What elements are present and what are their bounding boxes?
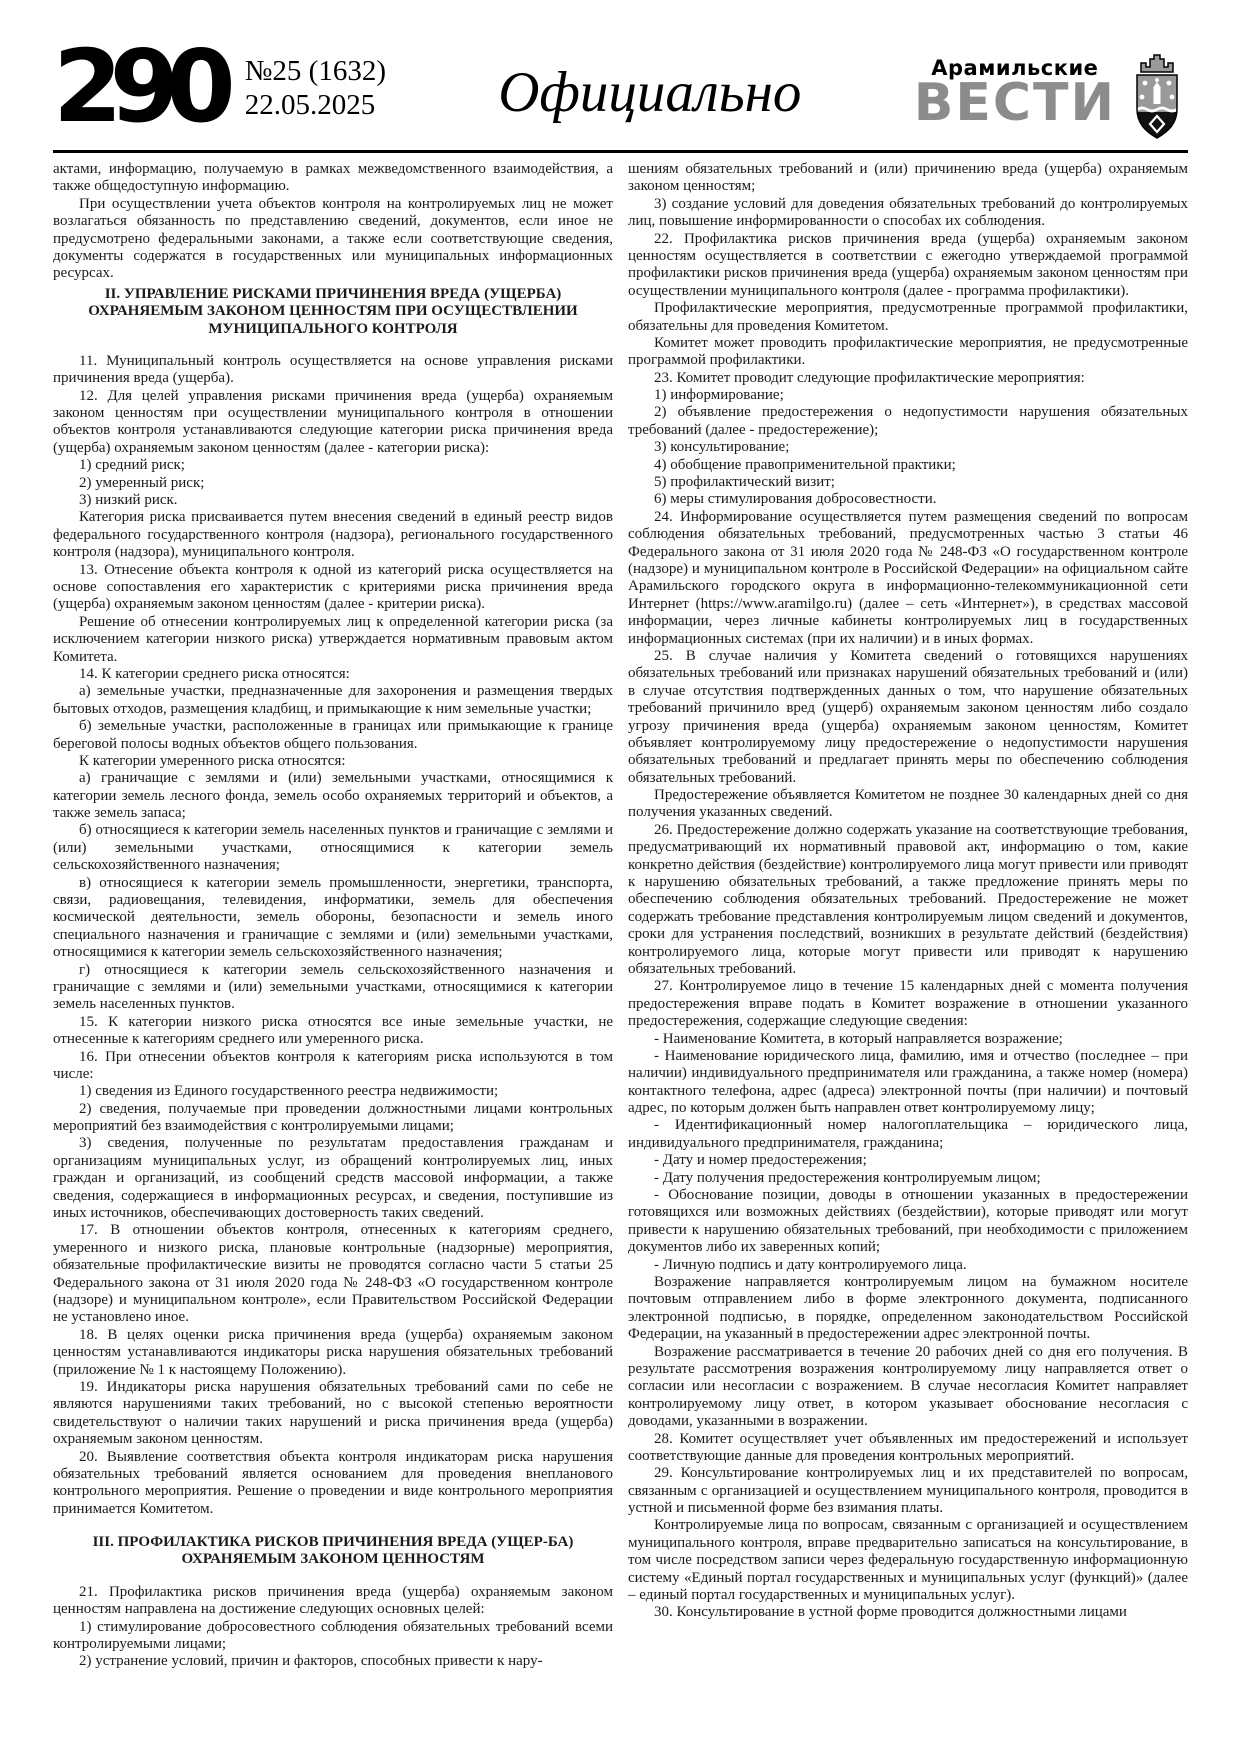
paragraph: 3) сведения, полученные по результатам предоставления гражданам и организациям муниципальных услуг, из обращений контролируемых лиц, иных граждан и организаций, из сообщений средств массовой информации, а также сведения, содержащиеся в информационных ресурсах, и сведения, поступившие из иных источников, обеспечивающих достоверность таких сведений. xyxy=(53,1135,613,1222)
paragraph: - Дату получения предостережения контролируемым лицом; xyxy=(654,1169,1041,1186)
paragraph: 11. Муниципальный контроль осуществляется на основе управления рисками причинения вреда (ущерба). xyxy=(53,352,613,387)
paragraph: 3) создание условий для доведения обязательных требований до контролируемых лиц, повышение информированности о способах их соблюдения. xyxy=(628,195,1188,230)
text-column-left xyxy=(53,161,613,1671)
paragraph: в) относящиеся к категории земель промышленности, энергетики, транспорта, связи, радиовещания, телевидения, информатики, земель для обеспечения космической деятельности, земель обороны, безопасности и земель иного специального назначения и граничащие с землями и (или) земельными участками, относящимися к категории земель сельскохозяйственного назначения; xyxy=(53,874,613,961)
header-divider xyxy=(53,150,1188,153)
paragraph: Возражение рассматривается в течение 20 рабочих дней со дня его получения. В результате рассмотрения возражения контролируемому лицу направляется ответ о согласии или несогласии с возражением. В случае несогласия Комитет направляет контролируемому лицу ответ, в котором указывает обоснование несогласия с доводами, указанными в возражении. xyxy=(628,1343,1188,1430)
paragraph: Решение об отнесении контролируемых лиц к определенной категории риска (за исключением категории низкого риска) утверждается нормативным правовым актом Комитета. xyxy=(53,613,613,665)
paragraph: - Обоснование позиции, доводы в отношении указанных в предостережении готовящихся или возможных действиях (бездействии), которые приводят или могут привести к нарушению обязательных требований, при необходимости с приложением документов либо их заверенных копий; xyxy=(628,1187,1188,1256)
issue-date: 22.05.2025 xyxy=(244,89,376,122)
paragraph: 2) объявление предостережения о недопустимости нарушения обязательных требований (далее - предостережение); xyxy=(628,404,1188,438)
paragraph: актами, информацию, получаемую в рамках межведомственного взаимодействия, а также общедоступную информацию. xyxy=(53,161,613,195)
paragraph: 4) обобщение правоприменительной практики; xyxy=(654,456,956,473)
paragraph: 14. К категории среднего риска относятся: xyxy=(79,665,350,682)
paragraph: г) относящиеся к категории земель сельскохозяйственного назначения и граничащие с землями и (или) земельными участками, относящимися к категории земель населенных пунктов. xyxy=(53,961,613,1013)
newspaper-name xyxy=(913,50,1116,133)
issue-info xyxy=(245,46,386,122)
issue-block xyxy=(53,28,386,145)
paragraph: 13. Отнесение объекта контроля к одной из категорий риска осуществляется на основе сопоставления его характеристик с критериями риска причинения вреда (ущерба) охраняемым законом ценностям (далее - критерии риска). xyxy=(53,561,613,613)
paragraph: 19. Индикаторы риска нарушения обязательных требований сами по себе не являются нарушениями таких требований, но с высокой степенью вероятности свидетельствуют о наличии таких нарушений и риска причинения вреда (ущерба) охраняемым законом ценностям. xyxy=(53,1378,613,1448)
paragraph: а) земельные участки, предназначенные для захоронения и размещения твердых бытовых отходов, размещения кладбищ, и примыкающие к ним земельные участки; xyxy=(53,683,613,717)
paragraph: Комитет может проводить профилактические мероприятия, не предусмотренные программой профилактики. xyxy=(628,334,1188,369)
masthead xyxy=(53,28,1188,146)
issue-number: №25 (1632) xyxy=(244,55,386,87)
paragraph: 17. В отношении объектов контроля, отнесенных к категориям среднего, умеренного и низкого риска, плановые контрольные (надзорные) мероприятия, обязательные профилактические визиты не проводятся согласно части 5 статьи 25 Федерального закона от 31 июля 2020 года № 248-ФЗ «О государственном контроле (надзоре) и муниципальном контроле», если Правительством Российской Федерации не установлено иное. xyxy=(53,1222,613,1326)
paragraph: 6) меры стимулирования добросовестности. xyxy=(654,491,937,508)
paragraph: 15. К категории низкого риска относятся все иные земельные участки, не отнесенные к категориям среднего или умеренного риска. xyxy=(53,1013,613,1048)
paragraph: 5) профилактический визит; xyxy=(654,474,835,491)
section-title: Официально xyxy=(498,61,802,124)
section-title-wrap xyxy=(386,46,914,124)
paragraph: б) земельные участки, расположенные в границах или примыкающие к границе береговой полосы водных объектов общего пользования. xyxy=(53,718,613,752)
paragraph: Категория риска присваивается путем внесения сведений в единый реестр видов федерального государственного контроля (надзора), регионального государственного контроля (надзора), муниципального контроля. xyxy=(53,509,613,561)
paragraph: Предостережение объявляется Комитетом не позднее 30 календарных дней со дня получения указанных сведений. xyxy=(628,787,1188,821)
paragraph: - Дату и номер предостережения; xyxy=(654,1152,867,1169)
paragraph: шениям обязательных требований и (или) причинению вреда (ущерба) охраняемым законом ценностям; xyxy=(628,161,1188,195)
paragraph: 3) консультирование; xyxy=(654,439,790,456)
paragraph: Контролируемые лица по вопросам, связанным с организацией и осуществлением муниципального контроля, вправе предварительно записаться на консультирование, в том числе посредством записи через федеральную государственную информационную систему «Единый портал государственных и муниципальных услуг (функций)» (далее – единый портал государственных и муниципальных услуг). xyxy=(628,1517,1188,1604)
paragraph: 30. Консультирование в устной форме проводится должностными лицами xyxy=(654,1604,1127,1621)
newspaper-name-top: Арамильские xyxy=(931,56,1099,80)
city-crest-icon xyxy=(1126,50,1188,142)
paragraph: 16. При отнесении объектов контроля к категориям риска используются в том числе: xyxy=(53,1048,613,1082)
paragraph: 21. Профилактика рисков причинения вреда (ущерба) охраняемым законом ценностям направлена на достижение следующих основных целей: xyxy=(53,1583,613,1618)
paragraph: Возражение направляется контролируемым лицом на бумажном носителе почтовым отправлением либо в форме электронного документа, подписанного электронной подписью, в порядке, определенном законодательством Российской Федерации, на указанный в предостережении адрес электронной почты. xyxy=(628,1274,1188,1343)
paragraph: 1) сведения из Единого государственного реестра недвижимости; xyxy=(79,1083,499,1100)
paragraph: 20. Выявление соответствия объекта контроля индикаторам риска нарушения обязательных требований является основанием для проведения внепланового контрольного мероприятия. Решение о проведении и виде контрольного мероприятия принимается Комитетом. xyxy=(53,1448,613,1517)
section-heading: ОХРАНЯЕМЫМ ЗАКОНОМ ЦЕННОСТЯМ xyxy=(181,1551,485,1568)
paragraph: 29. Консультирование контролируемых лиц и их представителей по вопросам, связанным с организацией и осуществлением муниципального контроля, проводится в устной и письменной форме без взимания платы. xyxy=(628,1465,1188,1517)
paragraph: 28. Комитет осуществляет учет объявленных им предостережений и использует соответствующие данные для проведения контрольных мероприятий. xyxy=(628,1430,1188,1464)
paragraph: б) относящиеся к категории земель населенных пунктов и граничащие с землями и (или) земельными участками, относящимися к категории земель сельскохозяйственного назначения; xyxy=(53,822,613,874)
paragraph: 1) стимулирование добросовестного соблюдения обязательных требований всеми контролируемыми лицами; xyxy=(53,1618,613,1653)
paragraph: - Наименование юридического лица, фамилию, имя и отчество (последнее – при наличии) индивидуального предпринимателя или гражданина, а также номер (номера) контактного телефона, адрес (адреса) электронной почты (при наличии) и почтовый адрес, по которым должен быть направлен ответ контролируемому лицу; xyxy=(628,1047,1188,1117)
paragraph: К категории умеренного риска относятся: xyxy=(79,752,346,769)
paragraph: 2) устранение условий, причин и факторов, способных привести к нару- xyxy=(79,1653,543,1670)
paragraph: 1) средний риск; xyxy=(79,457,185,474)
paragraph: 23. Комитет проводит следующие профилактические мероприятия: xyxy=(654,369,1085,386)
paragraph: 26. Предостережение должно содержать указание на соответствующие требования, предусматривающий их нормативный правовой акт, информацию о том, какие конкретно действия (бездействие) контролируемого лица могут привести или приводят к нарушению обязательных требований, а также предложение принять меры по обеспечению соблюдения обязательных требований. Предостережение не может содержать требование представления контролируемым лицом сведений и документов, сроки для устранения последствий, возникших в результате действий (бездействия) контролируемого лица, которые могут привести или приводят к нарушению обязательных требований. xyxy=(628,821,1188,977)
paragraph: 1) информирование; xyxy=(654,387,784,404)
paragraph: - Наименование Комитета, в который направляется возражение; xyxy=(654,1030,1063,1047)
paragraph: 25. В случае наличия у Комитета сведений о готовящихся нарушениях обязательных требований или признаках нарушений обязательных требований и (или) в случае отсутствия подтвержденных данных о том, что нарушение обязательных требований причинило вред (ущерб) охраняемым законом ценностям либо создало угрозу причинения вреда (ущерба) охраняемым законом ценностям, Комитет объявляет контролируемому лицу предостережение о недопустимости нарушения обязательных требований и предлагает принять меры по обеспечению соблюдения обязательных требований. xyxy=(628,647,1188,786)
article-body xyxy=(53,161,1188,1671)
paragraph: Профилактические мероприятия, предусмотренные программой профилактики, обязательны для проведения Комитетом. xyxy=(628,300,1188,334)
paragraph: 2) сведения, получаемые при проведении должностными лицами контрольных мероприятий без взаимодействия с контролируемыми лицами; xyxy=(53,1100,613,1135)
paragraph: 18. В целях оценки риска причинения вреда (ущерба) охраняемым законом ценностям устанавливаются индикаторы риска нарушения обязательных требований (приложение № 1 к настоящему Положению). xyxy=(53,1326,613,1378)
newspaper-name-bottom: ВЕСТИ xyxy=(913,73,1116,133)
paragraph: 3) низкий риск. xyxy=(79,492,178,509)
paragraph: - Личную подпись и дату контролируемого лица. xyxy=(654,1256,967,1273)
section-heading: III. ПРОФИЛАКТИКА РИСКОВ ПРИЧИНЕНИЯ ВРЕДА (УЩЕР-БА) xyxy=(92,1534,574,1551)
paragraph: 27. Контролируемое лицо в течение 15 календарных дней с момента получения предостережения вправе подать в Комитет возражение в отношении указанного предостережения, содержащие следующие сведения: xyxy=(628,978,1188,1030)
text-column-right xyxy=(628,161,1188,1671)
newspaper-logo xyxy=(914,46,1188,142)
paragraph: 2) умеренный риск; xyxy=(79,474,205,491)
paragraph: 24. Информирование осуществляется путем размещения сведений по вопросам соблюдения обязательных требований, предусмотренных частью 3 статьи 46 Федерального закона от 31 июля 2020 года № 248-ФЗ «О государственном контроле (надзоре) и муниципальном контроле в Российской Федерации» на официальном сайте Арамильского городского округа в информационно-телекоммуникационной сети Интернет (https://www.aramilgo.ru) (далее – сеть «Интернет»), в средствах массовой информации, через личные кабинеты контролируемых лиц в государственных информационных системах (при их наличии) и в иных формах. xyxy=(628,508,1188,647)
paragraph: 22. Профилактика рисков причинения вреда (ущерба) охраняемым законом ценностям осуществляется в соответствии с ежегодно утверждаемой программой профилактики рисков причинения вреда (ущерба) охраняемым законом ценностям при осуществлении муниципального контроля (далее - программа профилактики). xyxy=(628,230,1188,299)
paragraph: 12. Для целей управления рисками причинения вреда (ущерба) охраняемым законом ценностям при осуществлении муниципального контроля в отношении объектов контроля устанавливаются следующие категории риска причинения вреда (ущерба) охраняемым законом ценностям (далее - категории риска): xyxy=(53,387,613,456)
paragraph: а) граничащие с землями и (или) земельными участками, относящимися к категории земель лесного фонда, земель особо охраняемых территорий и объектов, а также земель запаса; xyxy=(53,770,613,822)
paragraph: - Идентификационный номер налогоплательщика – юридического лица, индивидуального предпринимателя, гражданина; xyxy=(628,1117,1188,1151)
page-number: 290 xyxy=(53,28,223,145)
paragraph: При осуществлении учета объектов контроля на контролируемых лиц не может возлагаться обязанность по представлению сведений, документов, если иное не предусмотрено федеральными законами, а также если соответствующие сведения, документы содержатся в государственных или муниципальных информационных ресурсах. xyxy=(53,195,613,282)
section-heading: II. УПРАВЛЕНИЕ РИСКАМИ ПРИЧИНЕНИЯ ВРЕДА (УЩЕРБА) ОХРАНЯЕМЫМ ЗАКОНОМ ЦЕННОСТЯМ ПРИ ОСУЩЕСТВЛЕНИИ МУНИЦИПАЛЬНОГО КОНТРОЛЯ xyxy=(88,285,578,337)
